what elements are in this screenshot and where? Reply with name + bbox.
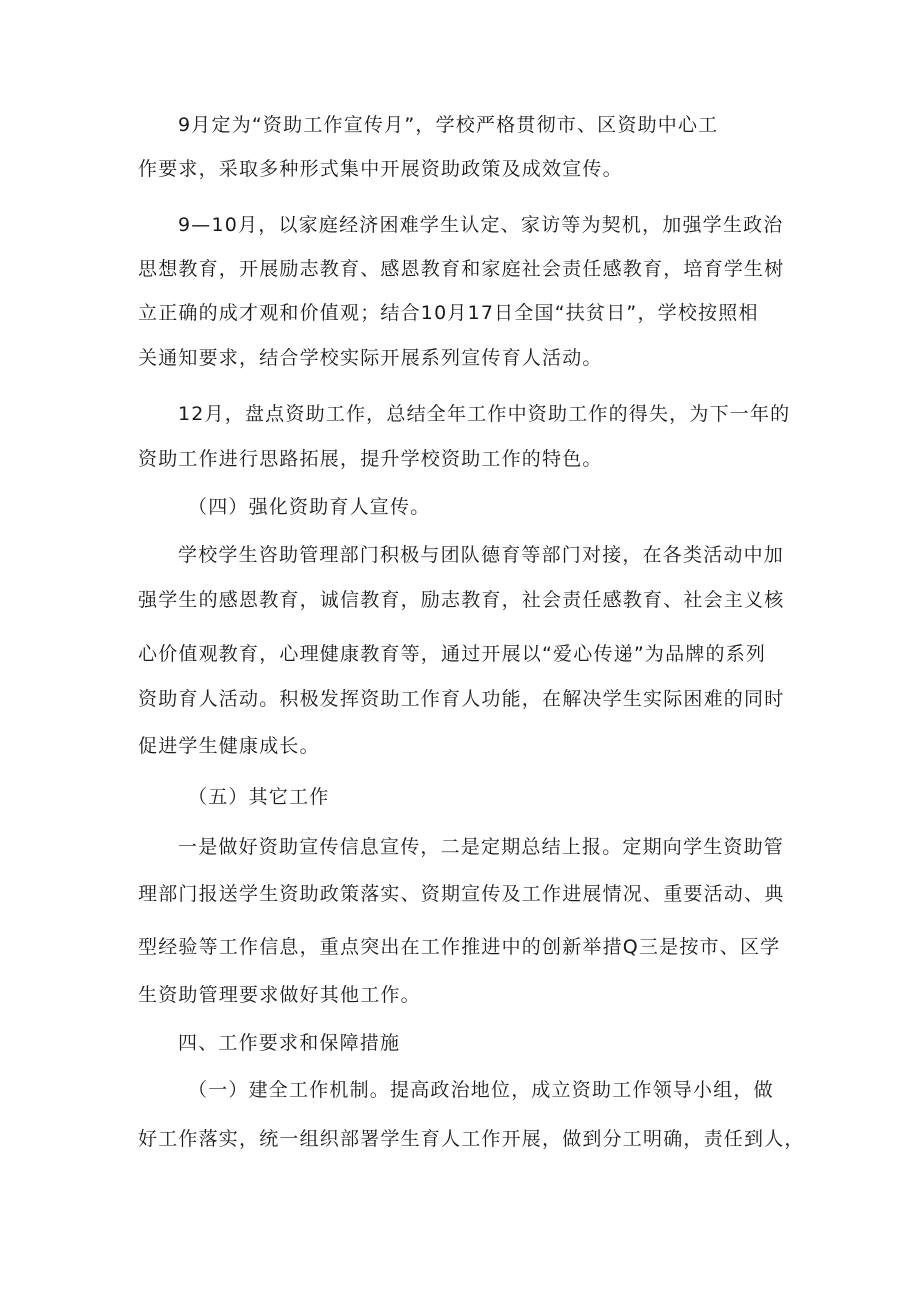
paragraph-line: 促进学生健康成长。 <box>138 735 320 757</box>
paragraph-line: 学校学生咨助管理部门积极与团队德育等部门对接，在各类活动中加 <box>178 544 785 566</box>
paragraph-line: 立正确的成才观和价值观；结合10月17日全国“扶贫日”，学校按照相 <box>138 302 759 324</box>
paragraph-line: 12月，盘点资助工作，总结全年工作中资助工作的得失，为下一年的 <box>178 403 791 425</box>
paragraph-line: 理部门报送学生资助政策落实、资期宣传及工作进展情况、重要活动、典 <box>138 883 785 905</box>
paragraph-line: 资助育人活动。积极发挥资助工作育人功能，在解决学生实际困难的同时 <box>138 688 785 710</box>
section-heading: （四）强化资助育人宣传。 <box>188 496 431 518</box>
paragraph-line: 一是做好资助宣传信息宣传，二是定期总结上报。定期向学生资助管 <box>178 836 785 858</box>
section-heading: （五）其它工作 <box>188 786 330 808</box>
paragraph-line: 资助工作进行思路拓展，提升学校资助工作的特色。 <box>138 448 603 470</box>
paragraph-line: 思想教育，开展励志教育、感恩教育和家庭社会责任感教育，培育学生树 <box>138 258 785 280</box>
paragraph-line: 关通知要求，结合学校实际开展系列宣传育人活动。 <box>138 347 603 369</box>
paragraph-line: 好工作落实，统一组织部署学生育人工作开展，做到分工明确，责任到人， <box>138 1128 805 1150</box>
paragraph-line: 9—10月，以家庭经济困难学生认定、家访等为契机，加强学生政治 <box>178 214 784 236</box>
paragraph-line: 心价值观教育，心理健康教育等，通过开展以“爱心传递”为品牌的系列 <box>138 643 767 665</box>
paragraph-line: 型经验等工作信息，重点突出在工作推进中的创新举措Q三是按市、区学 <box>138 936 781 958</box>
paragraph-line: 作要求，采取多种形式集中开展资助政策及成效宣传。 <box>138 158 623 180</box>
paragraph-line: 强学生的感恩教育，诚信教育，励志教育，社会责任感教育、社会主义核 <box>138 589 785 611</box>
paragraph-line: 9月定为“资助工作宣传月”，学校严格贯彻市、区资助中心工 <box>178 114 719 136</box>
paragraph-line: （一）建全工作机制。提高政治地位，成立资助工作领导小组，做 <box>188 1079 774 1101</box>
section-heading: 四、工作要求和保障措施 <box>178 1032 401 1054</box>
paragraph-line: 生资助管理要求做好其他工作。 <box>138 984 421 1006</box>
